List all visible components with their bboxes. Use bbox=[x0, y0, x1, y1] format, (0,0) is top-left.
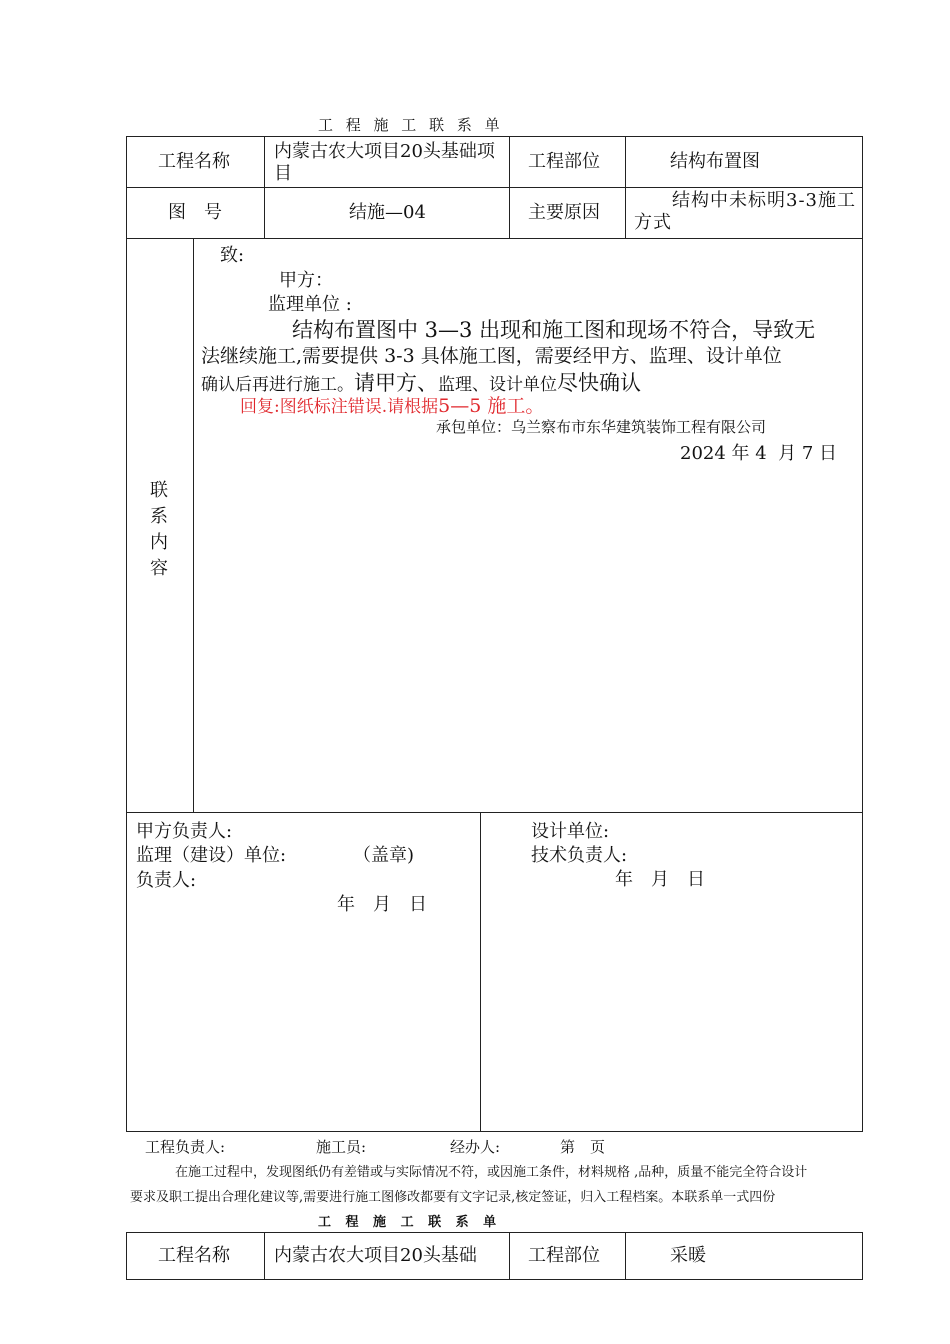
form-title: 工 程 施 工 联 系 单 bbox=[318, 116, 504, 134]
form2-title: 工 程 施 工 联 系 单 bbox=[318, 1215, 502, 1230]
location: 结构布置图 bbox=[670, 151, 760, 172]
label-location: 工程部位 bbox=[528, 151, 600, 172]
date-right: 年 月 日 bbox=[615, 869, 705, 890]
footer-page: 第 页 bbox=[560, 1138, 606, 1156]
person-in-charge-label: 负责人: bbox=[136, 870, 197, 891]
contractor-line: 承包单位：乌兰察布市东华建筑装饰工程有限公司 bbox=[436, 418, 767, 436]
label-reason: 主要原因 bbox=[528, 202, 600, 223]
footer-constructor: 施工员: bbox=[316, 1138, 367, 1156]
date-left: 年 月 日 bbox=[337, 894, 427, 915]
contact-side-label: 联 系 内 容 bbox=[150, 480, 168, 579]
body-line-3: 确认后再进行施工。请甲方、监理、设计单位尽快确认 bbox=[201, 371, 641, 395]
owner-line: 甲方： bbox=[279, 270, 333, 291]
contact-date: 2024 年 4 月 7 日 bbox=[680, 443, 838, 464]
footer-project-head: 工程负责人: bbox=[145, 1138, 226, 1156]
tech-head-label: 技术负责人: bbox=[531, 845, 628, 866]
footer-note-1: 在施工过程中，发现图纸仍有差错或与实际情况不符，或因施工条件，材料规格 ,品种，质量不能完全符合设计 bbox=[175, 1165, 808, 1180]
supervision-unit-label: 监理（建设）单位: bbox=[136, 845, 287, 866]
body-line-2: 法继续施工,需要提供 3-3 具体施工图，需要经甲方、监理、设计单位 bbox=[201, 345, 782, 367]
form2-label-location: 工程部位 bbox=[528, 1245, 600, 1266]
design-unit-label: 设计单位: bbox=[531, 821, 610, 842]
owner-head-label: 甲方负责人: bbox=[136, 821, 233, 842]
to-line: 致: bbox=[220, 245, 245, 266]
reason: 结构中未标明3-3施工方式 bbox=[634, 190, 856, 233]
form2-location: 采暖 bbox=[670, 1245, 706, 1266]
label-drawing-no: 图 号 bbox=[168, 202, 222, 223]
seal-label: （盖章) bbox=[353, 845, 415, 866]
form2-label-project-name: 工程名称 bbox=[158, 1245, 230, 1266]
reply-line: 回复:图纸标注错误.请根据5—5 施工。 bbox=[240, 395, 545, 417]
form2-project-name: 内蒙古农大项目20头基础 bbox=[274, 1245, 477, 1266]
footer-note-2: 要求及职工提出合理化建议等,需要进行施工图修改都要有文字记录,核定签证，归入工程档案。本联系单一式四份 bbox=[130, 1190, 776, 1205]
project-name: 内蒙古农大项目20头基础项目 bbox=[274, 141, 495, 184]
drawing-no: 结施—04 bbox=[349, 202, 426, 223]
supervisor-line: 监理单位 : bbox=[268, 294, 352, 315]
body-line-1: 结构布置图中 3—3 出现和施工图和现场不符合，导致无 bbox=[292, 318, 816, 342]
label-project-name: 工程名称 bbox=[158, 151, 230, 172]
footer-handler: 经办人: bbox=[450, 1138, 501, 1156]
